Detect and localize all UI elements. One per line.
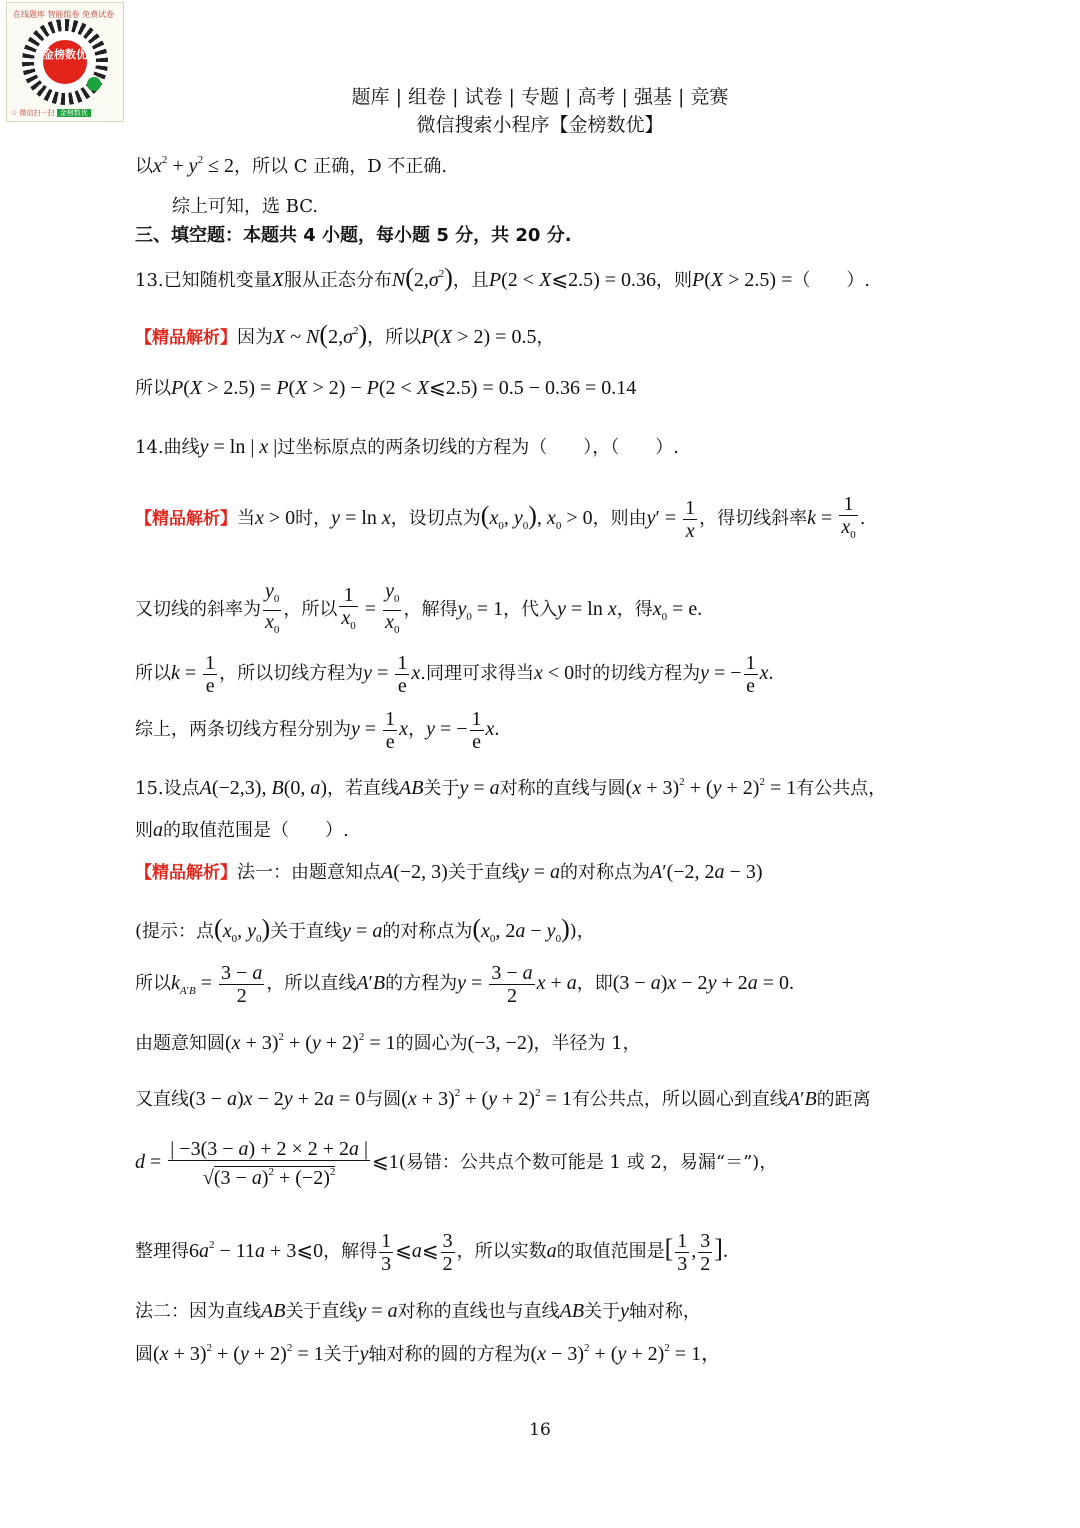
qr-slogan: 在线题库 智能组卷 免费试卷 bbox=[13, 10, 115, 19]
answer-15: 【精品解析】法一：由题意知点A(−2, 3)关于直线y = a的对称点为A′(−2, 2a − 3) bbox=[135, 861, 763, 883]
answer-14-line2: 又切线的斜率为 $\frac{y_0}{x_0}$ ，所以 $\frac{1}{x_0}$ = $\frac{y_0}{x_0}$ ，解得$y_0 = 1$，代入y = ln x，得$x_0 = e$. bbox=[135, 580, 703, 636]
brand-logo: 金榜数优 bbox=[43, 40, 87, 84]
qr-footer: ☆ 微信扫一扫 金榜数优 bbox=[11, 108, 91, 118]
answer-14: 【精品解析】当x > 0时，y = ln x，设切点为($x_0$, $y_0$), $x_0 > 0$，则由y′ = $\frac{1}{x}$ ，得切线斜率k = $\frac{1}{x_0}$ . bbox=[135, 493, 866, 542]
analysis-tag: 【精品解析】 bbox=[135, 863, 237, 883]
answer-13-line2: 所以P(X > 2.5) = P(X > 2) − P(2 < X⩽2.5) = 0.5 − 0.36 = 0.14 bbox=[135, 377, 637, 399]
answer-15-method2: 法二：因为直线AB关于直线y = a对称的直线也与直线AB关于y轴对称， bbox=[135, 1300, 701, 1322]
answer-15-line3: 所以$k_{A'B}$ = $\frac{3 - a}{2}$ ，所以直线A′B的方程为y = $\frac{3 - a}{2}$ x + a，即(3 − a)x − 2y + 2a = 0. bbox=[135, 962, 795, 1007]
analysis-tag: 【精品解析】 bbox=[135, 509, 237, 530]
answer-15-line5: 又直线(3 − a)x − 2y + 2a = 0与圆$(x + 3)^2 + (y + 2)^2 = 1$有公共点，所以圆心到直线A′B的距离 bbox=[135, 1087, 871, 1110]
text-line: 综上可知，选 BC. bbox=[172, 196, 319, 217]
analysis-tag: 【精品解析】 bbox=[135, 328, 237, 348]
answer-15-line2: (提示：点($x_0$, $y_0$)关于直线y = a的对称点为($x_0$, $2a - y_0$))， bbox=[135, 914, 595, 945]
answer-15-line7: 整理得$6a^2 - 11a$ + 3⩽0，解得 $\frac{1}{3}$ ⩽a⩽ $\frac{3}{2}$ ，所以实数a的取值范围是[ $\frac{1}{3}$ , $\frac{3}{2}$ ]. bbox=[135, 1230, 728, 1275]
answer-15-line6: d = $\frac{| -3(3 - a) + 2 \times 2 + 2a |}{√(3 - a)^2 + (-2)^2}$ ⩽1(易错：公共点个数可能是 1 或 2，易漏“＝”)， bbox=[135, 1138, 778, 1189]
header-nav: 题库 | 组卷 | 试卷 | 专题 | 高考 | 强基 | 竞赛 bbox=[351, 86, 729, 108]
text-line: 以$x^2 + y^2 \le 2$，所以 C 正确，D 不正确. bbox=[135, 154, 448, 177]
answer-14-line4: 综上，两条切线方程分别为y = $\frac{1}{e}$ x，y = − $\frac{1}{e}$ x. bbox=[135, 708, 500, 753]
header-subtitle: 微信搜索小程序【金榜数优】 bbox=[416, 114, 664, 136]
answer-13: 【精品解析】因为X ~ $N(2,\sigma^2)$，所以P(X > 2) = 0.5， bbox=[135, 320, 555, 349]
page-number: 16 bbox=[529, 1420, 551, 1440]
answer-14-line3: 所以k = $\frac{1}{e}$ ，所以切线方程为y = $\frac{1}{e}$ x.同理可求得当x < 0时的切线方程为y = − $\frac{1}{e}$ x. bbox=[135, 652, 774, 697]
question-15-line2: 则a的取值范围是（ ）. bbox=[135, 819, 349, 841]
answer-15-method2-line2: 圆$(x + 3)^2 + (y + 2)^2 = 1$关于y轴对称的圆的方程为$(x - 3)^2 + (y + 2)^2 = 1$， bbox=[135, 1342, 722, 1365]
question-13: 13.已知随机变量X服从正态分布$N(2,\sigma^2)$，且P(2 < X⩽2.5) = 0.36，则P(X > 2.5) =（ ）. bbox=[135, 263, 871, 292]
answer-15-line4: 由题意知圆$(x + 3)^2 + (y + 2)^2 = 1$的圆心为(−3, −2)，半径为 1， bbox=[135, 1031, 641, 1054]
question-15: 15.设点A(−2,3), B(0, a)，若直线AB关于y = a对称的直线与圆$(x + 3)^2 + (y + 2)^2 = 1$有公共点， bbox=[135, 776, 887, 799]
question-14: 14.曲线y = ln | x |过坐标原点的两条切线的方程为（ ），（ ）. bbox=[135, 436, 680, 458]
section-heading: 三、填空题：本题共 4 小题，每小题 5 分，共 20 分. bbox=[135, 225, 572, 246]
